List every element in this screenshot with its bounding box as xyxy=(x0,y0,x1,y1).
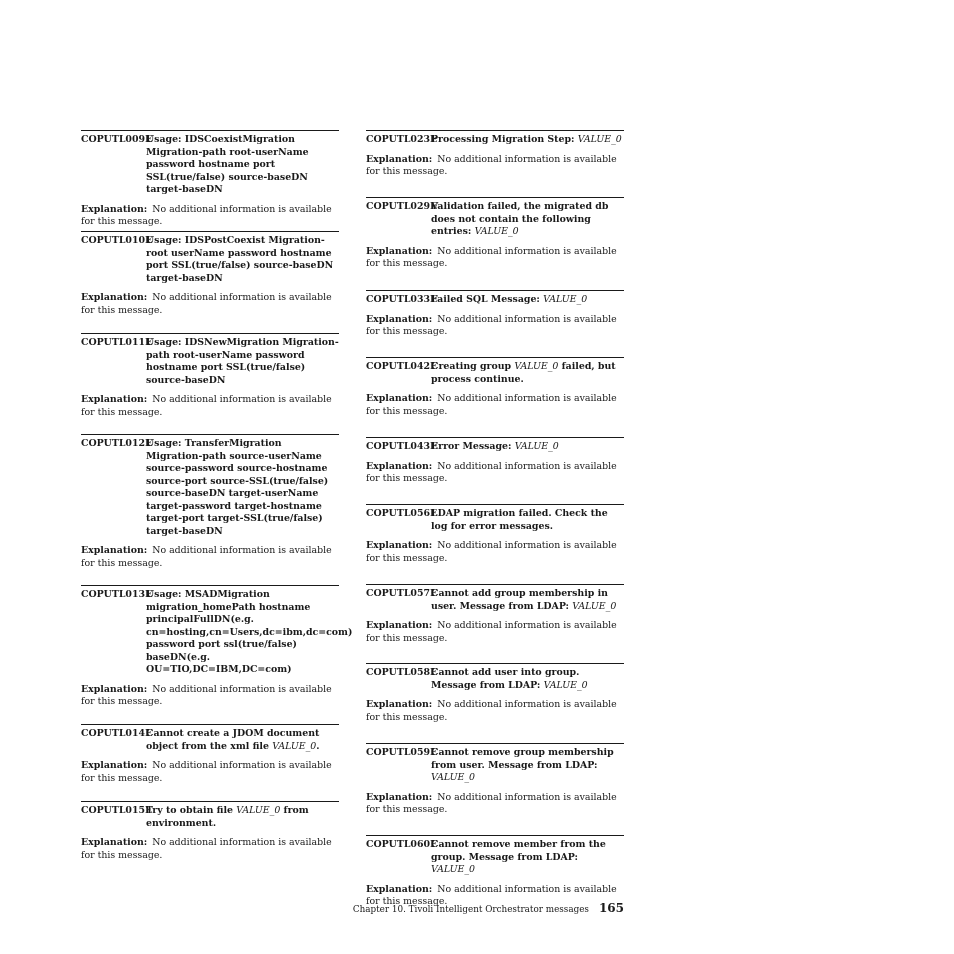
message-code: COPUTL013E xyxy=(81,589,153,600)
value-placeholder: VALUE_0 xyxy=(474,226,519,237)
message-entry xyxy=(81,231,339,333)
message-heading: COPUTL009E Usage: IDSCoexistMigration Migration-path root-userName password hostname port SSL(true/false) source-baseDN target-baseDN xyxy=(81,134,309,195)
message-code: COPUTL015E xyxy=(81,805,153,816)
message-code: COPUTL060E xyxy=(366,839,438,850)
value-placeholder: VALUE_0 xyxy=(543,294,588,305)
left-column xyxy=(81,130,353,875)
message-heading: COPUTL060E Cannot remove member from the group. Message from LDAP: VALUE_0 xyxy=(366,839,606,875)
message-code: COPUTL023E xyxy=(366,134,438,145)
message-entry xyxy=(366,357,624,437)
explanation: Explanation: No additional information is available for this message. xyxy=(366,313,617,337)
explanation-label: Explanation: xyxy=(366,460,433,472)
message-code: COPUTL058E xyxy=(366,667,438,678)
page-number: 165 xyxy=(598,901,624,915)
explanation-label: Explanation: xyxy=(366,245,433,257)
explanation: Explanation: No additional information is available for this message. xyxy=(366,699,617,723)
message-entry xyxy=(81,724,339,801)
message-code: COPUTL042E xyxy=(366,361,438,372)
explanation-label: Explanation: xyxy=(81,545,148,556)
explanation: Explanation: No additional information is available for this message. xyxy=(366,245,617,269)
right-column xyxy=(366,130,624,907)
message-entry xyxy=(366,437,624,504)
value-placeholder: VALUE_0 xyxy=(431,864,476,875)
message-entry xyxy=(81,434,339,585)
explanation-label: Explanation: xyxy=(81,683,148,695)
message-heading: COPUTL033E Failed SQL Message: VALUE_0 xyxy=(366,294,588,305)
explanation: Explanation: No additional information is available for this message. xyxy=(81,837,332,861)
message-entry xyxy=(366,663,624,743)
message-entry xyxy=(366,197,624,290)
explanation-label: Explanation: xyxy=(366,153,433,165)
explanation-label: Explanation: xyxy=(366,620,433,631)
value-placeholder: VALUE_0 xyxy=(514,361,559,372)
message-code: COPUTL056E xyxy=(366,508,438,519)
explanation: Explanation: No additional information is available for this message. xyxy=(366,393,617,417)
message-heading: COPUTL012E Usage: TransferMigration Migration-path source-userName source-password source-hostname source-port source-SSL(true/false) source-baseDN target-userName target-password target-hostname target-port target-SSL(true/false) target-baseDN xyxy=(81,438,329,537)
message-code: COPUTL043E xyxy=(366,441,438,452)
explanation: Explanation: No additional information is available for this message. xyxy=(366,540,617,564)
explanation: Explanation: No additional information is available for this message. xyxy=(81,760,332,784)
page-footer xyxy=(353,901,624,915)
message-entry xyxy=(81,585,353,724)
chapter-title: Chapter 10. Tivoli Intelligent Orchestrator messages xyxy=(352,905,589,915)
message-code: COPUTL059E xyxy=(366,747,438,758)
message-code: COPUTL010E xyxy=(81,235,153,246)
explanation-label: Explanation: xyxy=(366,540,433,551)
message-code: COPUTL029E xyxy=(366,201,438,212)
explanation-label: Explanation: xyxy=(366,393,433,404)
value-placeholder: VALUE_0 xyxy=(431,772,476,783)
message-entry xyxy=(81,333,339,434)
message-heading: COPUTL042E Creating group VALUE_0 failed, but process continue. xyxy=(366,361,616,385)
message-heading: COPUTL023E Processing Migration Step: VALUE_0 xyxy=(366,134,622,145)
explanation-label: Explanation: xyxy=(81,394,148,405)
message-heading: COPUTL029E Validation failed, the migrated db does not contain the following entries: VALUE_0 xyxy=(366,201,609,237)
message-code: COPUTL009E xyxy=(81,134,153,145)
explanation: Explanation: No additional information is available for this message. xyxy=(366,460,617,484)
explanation: Explanation: No additional information is available for this message. xyxy=(366,153,617,177)
explanation-label: Explanation: xyxy=(81,760,148,771)
message-code: COPUTL057E xyxy=(366,588,438,599)
explanation-label: Explanation: xyxy=(366,883,433,895)
message-heading: COPUTL056E LDAP migration failed. Check the log for error messages. xyxy=(366,508,608,532)
message-entry xyxy=(366,504,624,584)
value-placeholder: VALUE_0 xyxy=(572,600,617,612)
message-entry xyxy=(366,743,624,835)
message-heading: COPUTL014E Cannot create a JDOM document object from the xml file VALUE_0. xyxy=(81,728,320,752)
explanation: Explanation: No additional information is available for this message. xyxy=(81,545,332,569)
message-heading: COPUTL015E Try to obtain file VALUE_0 from environment. xyxy=(81,805,309,829)
message-entry xyxy=(366,835,624,907)
explanation-label: Explanation: xyxy=(81,837,148,848)
message-heading: COPUTL011E Usage: IDSNewMigration Migration-path root-userName password hostname port SSL(true/false) source-baseDN xyxy=(81,337,339,386)
explanation: Explanation: No additional information is available for this message. xyxy=(81,292,332,316)
value-placeholder: VALUE_0 xyxy=(577,134,622,145)
explanation: Explanation: No additional information is available for this message. xyxy=(81,394,332,418)
message-heading: COPUTL058E Cannot add user into group. Message from LDAP: VALUE_0 xyxy=(366,667,588,691)
message-code: COPUTL014E xyxy=(81,728,153,739)
message-entry xyxy=(81,130,339,231)
message-heading: COPUTL057E Cannot add group membership in user. Message from LDAP: VALUE_0 xyxy=(366,588,617,612)
message-entry xyxy=(366,130,624,197)
message-heading: COPUTL043E Error Message: VALUE_0 xyxy=(366,441,559,452)
explanation: Explanation: No additional information is available for this message. xyxy=(81,683,332,707)
message-entry xyxy=(366,584,624,663)
message-entry xyxy=(366,290,624,357)
message-code: COPUTL033E xyxy=(366,294,438,305)
message-code: COPUTL011E xyxy=(81,337,153,348)
value-placeholder: VALUE_0 xyxy=(272,740,317,752)
explanation: Explanation: No additional information is available for this message. xyxy=(366,620,617,644)
message-heading: COPUTL013E Usage: MSADMigration migration_homePath hostname principalFullDN(e.g. cn=hosting,cn=Users,dc=ibm,dc=com) password port ssl(true/false) baseDN(e.g. OU=TIO,DC=IBM,DC=com) xyxy=(81,589,353,675)
message-code: COPUTL012E xyxy=(81,438,153,449)
explanation: Explanation: No additional information is available for this message. xyxy=(81,203,332,227)
message-heading: COPUTL059E Cannot remove group membership from user. Message from LDAP: VALUE_0 xyxy=(366,747,614,783)
explanation-label: Explanation: xyxy=(81,203,148,215)
message-entry xyxy=(81,801,339,875)
explanation-label: Explanation: xyxy=(81,292,148,303)
explanation-label: Explanation: xyxy=(366,313,433,325)
value-placeholder: VALUE_0 xyxy=(543,679,588,691)
explanation: Explanation: No additional information is available for this message. xyxy=(366,883,617,907)
value-placeholder: VALUE_0 xyxy=(514,441,559,452)
explanation: Explanation: No additional information is available for this message. xyxy=(366,791,617,815)
message-heading: COPUTL010E Usage: IDSPostCoexist Migration-root userName password hostname port SSL(true/false) source-baseDN target-baseDN xyxy=(81,235,334,284)
explanation-label: Explanation: xyxy=(366,791,433,803)
explanation-label: Explanation: xyxy=(366,699,433,710)
value-placeholder: VALUE_0 xyxy=(236,805,281,816)
